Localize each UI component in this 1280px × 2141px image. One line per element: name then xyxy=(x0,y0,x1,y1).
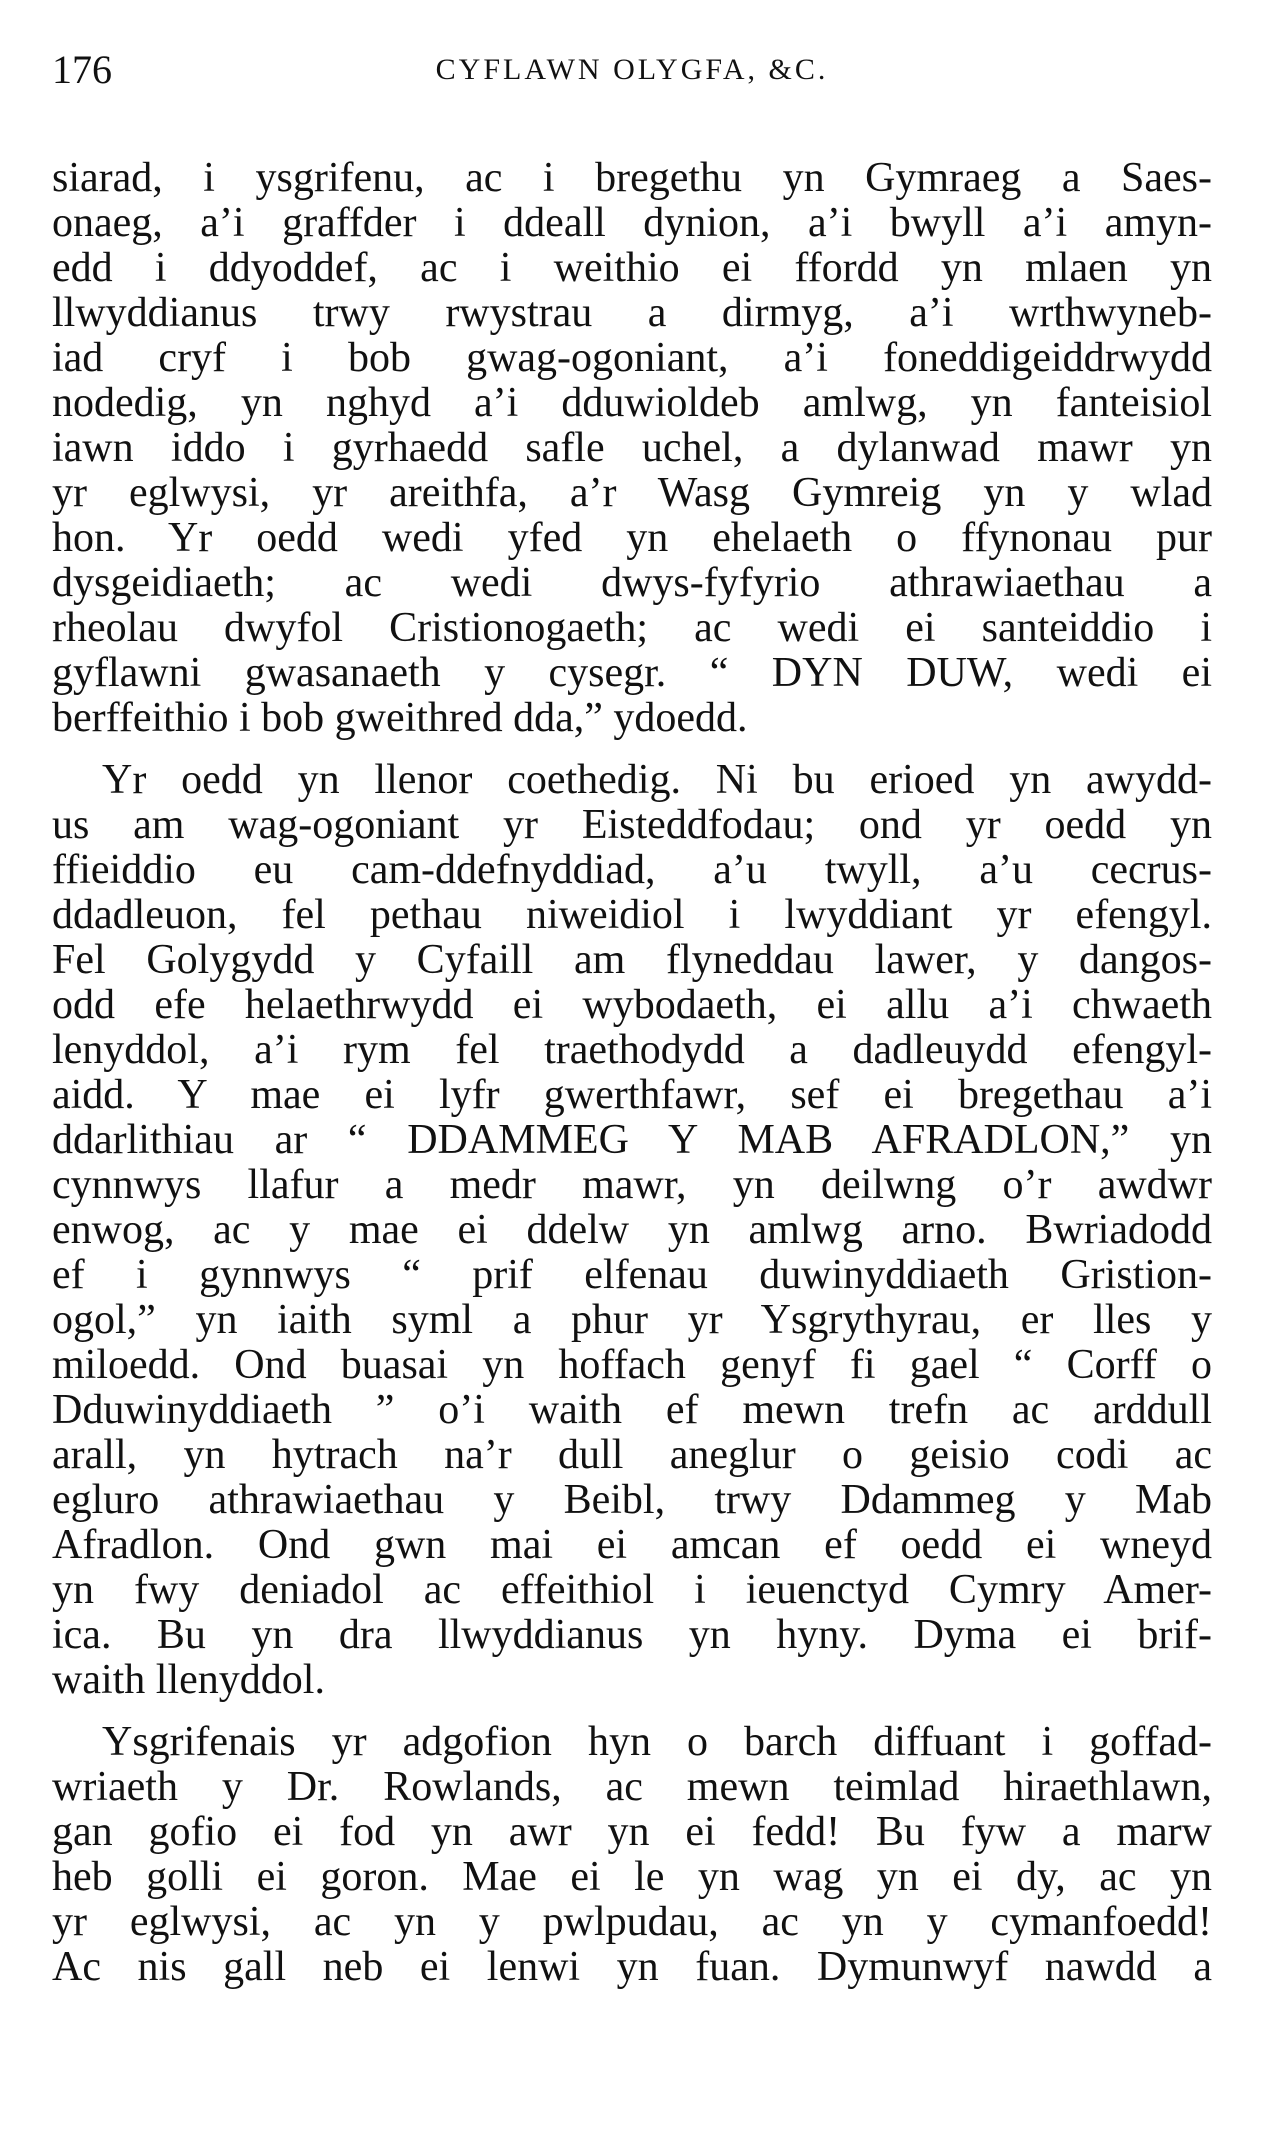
text-line: gan gofio ei fod yn awr yn ei fedd! Bu fyw a marw xyxy=(52,1809,1212,1855)
text-line: ogol,” yn iaith syml a phur yr Ysgrythyrau, er lles y xyxy=(52,1297,1212,1343)
text-line: yn fwy deniadol ac effeithiol i ieuenctyd Cymry Amer- xyxy=(52,1567,1212,1613)
text-line: cynnwys llafur a medr mawr, yn deilwng o’r awdwr xyxy=(52,1162,1212,1208)
paragraph-2 xyxy=(52,758,1212,1703)
text-line: yr eglwysi, ac yn y pwlpudau, ac yn y cymanfoedd! xyxy=(52,1899,1212,1945)
text-line: yr eglwysi, yr areithfa, a’r Wasg Gymreig yn y wlad xyxy=(52,470,1212,516)
text-line: ddadleuon, fel pethau niweidiol i lwyddiant yr efengyl. xyxy=(52,892,1212,938)
text-line: nodedig, yn nghyd a’i dduwioldeb amlwg, yn fanteisiol xyxy=(52,380,1212,426)
text-line: llwyddianus trwy rwystrau a dirmyg, a’i wrthwyneb- xyxy=(52,290,1212,336)
text-line: heb golli ei goron. Mae ei le yn wag yn ei dy, ac yn xyxy=(52,1854,1212,1900)
text-line: ica. Bu yn dra llwyddianus yn hyny. Dyma ei brif- xyxy=(52,1612,1212,1658)
text-line: Ysgrifenais yr adgofion hyn o barch diffuant i goffad- xyxy=(102,1719,1212,1765)
text-line: Ac nis gall neb ei lenwi yn fuan. Dymunwyf nawdd a xyxy=(52,1944,1212,1990)
text-line: siarad, i ysgrifenu, ac i bregethu yn Gymraeg a Saes- xyxy=(52,155,1212,201)
text-line: Afradlon. Ond gwn mai ei amcan ef oedd ei wneyd xyxy=(52,1522,1212,1568)
text-line: odd efe helaethrwydd ei wybodaeth, ei allu a’i chwaeth xyxy=(52,982,1212,1028)
page-header xyxy=(52,40,1212,100)
page-number: 176 xyxy=(52,47,112,92)
text-line: edd i ddyoddef, ac i weithio ei ffordd yn mlaen yn xyxy=(52,245,1212,291)
paragraph-1 xyxy=(52,156,1212,741)
text-line: ffieiddio eu cam-ddefnyddiad, a’u twyll, a’u cecrus- xyxy=(52,847,1212,893)
text-line: iawn iddo i gyrhaedd safle uchel, a dylanwad mawr yn xyxy=(52,425,1212,471)
text-line: us am wag-ogoniant yr Eisteddfodau; ond yr oedd yn xyxy=(52,802,1212,848)
text-line: hon. Yr oedd wedi yfed yn ehelaeth o ffynonau pur xyxy=(52,515,1212,561)
text-line: egluro athrawiaethau y Beibl, trwy Ddammeg y Mab xyxy=(52,1477,1212,1523)
book-page xyxy=(52,40,1212,2100)
text-line: miloedd. Ond buasai yn hoffach genyf fi gael “ Corff o xyxy=(52,1342,1212,1388)
text-line: onaeg, a’i graffder i ddeall dynion, a’i bwyll a’i amyn- xyxy=(52,200,1212,246)
text-line: wriaeth y Dr. Rowlands, ac mewn teimlad hiraethlawn, xyxy=(52,1764,1212,1810)
text-line: ef i gynnwys “ prif elfenau duwinyddiaeth Gristion- xyxy=(52,1252,1212,1298)
text-line: waith llenyddol. xyxy=(52,1657,325,1703)
page-body xyxy=(52,156,1212,1990)
text-line: dysgeidiaeth; ac wedi dwys-fyfyrio athrawiaethau a xyxy=(52,560,1212,606)
text-line: arall, yn hytrach na’r dull aneglur o geisio codi ac xyxy=(52,1432,1212,1478)
text-line: enwog, ac y mae ei ddelw yn amlwg arno. Bwriadodd xyxy=(52,1207,1212,1253)
text-line: Yr oedd yn llenor coethedig. Ni bu erioed yn awydd- xyxy=(102,757,1212,803)
text-line: lenyddol, a’i rym fel traethodydd a dadleuydd efengyl- xyxy=(52,1027,1212,1073)
text-line: Dduwinyddiaeth ” o’i waith ef mewn trefn ac arddull xyxy=(52,1387,1212,1433)
text-line: rheolau dwyfol Cristionogaeth; ac wedi ei santeiddio i xyxy=(52,605,1212,651)
text-line: ddarlithiau ar “ DDAMMEG Y MAB AFRADLON,” yn xyxy=(52,1117,1212,1163)
text-line: aidd. Y mae ei lyfr gwerthfawr, sef ei bregethau a’i xyxy=(52,1072,1212,1118)
text-line: berffeithio i bob gweithred dda,” ydoedd. xyxy=(52,695,748,741)
running-title: CYFLAWN OLYGFA, &C. xyxy=(435,53,829,86)
text-line: iad cryf i bob gwag-ogoniant, a’i foneddigeiddrwydd xyxy=(52,335,1212,381)
text-line: gyflawni gwasanaeth y cysegr. “ DYN DUW, wedi ei xyxy=(52,650,1212,696)
text-line: Fel Golygydd y Cyfaill am flyneddau lawer, y dangos- xyxy=(52,937,1212,983)
paragraph-3 xyxy=(52,1720,1212,1990)
